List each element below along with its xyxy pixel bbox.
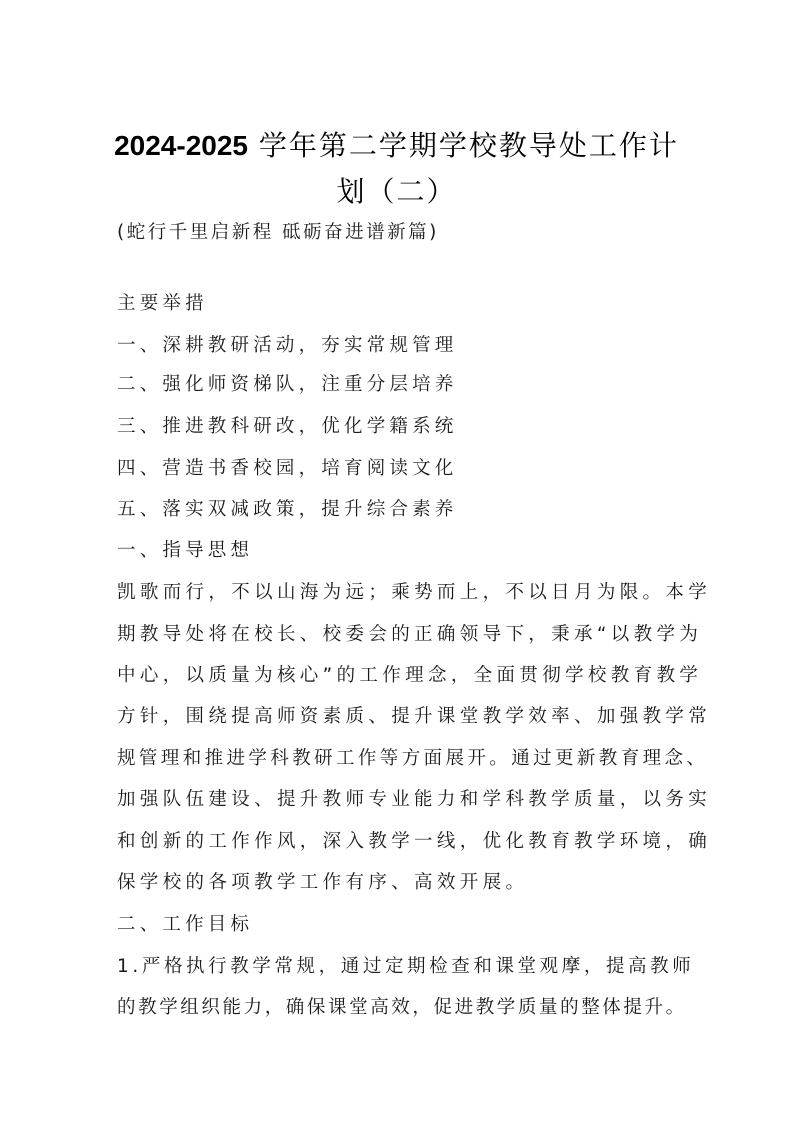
document-title-line-2: 划（二） [336,175,457,208]
measure-item: 二、强化师资梯队，注重分层培养 [117,374,458,395]
paragraph-line: 保学校的各项教学工作有序、高效开展。 [117,872,529,893]
paragraph-line: 方针，围绕提高师资素质、提升课堂教学效率、加强教学常 [117,706,712,727]
document-title-line-1 [100,126,693,166]
paragraph-line: 1.严格执行教学常规，通过定期检查和课堂观摩，提高教师 [117,956,695,977]
title-text: 学年第二学期学校教导处工作计 [248,129,679,162]
section-heading-work-goals: 二、工作目标 [117,914,254,935]
measure-item: 五、落实双减政策，提升综合素养 [117,499,458,520]
paragraph-line: 中心，以质量为核心”的工作理念，全面贯彻学校教育教学 [117,665,703,686]
paragraph-line: 规管理和推进学科教研工作等方面展开。通过更新教育理念、 [117,748,709,769]
paragraph-line: 和创新的工作作风，深入教学一线，优化教育教学环境，确 [117,831,712,852]
title-year-range: 2024-2025 [114,130,248,161]
paragraph-line: 期教导处将在校长、校委会的正确领导下，秉承“以教学为 [117,624,703,645]
measure-item: 四、营造书香校园，培育阅读文化 [117,458,458,479]
paragraph-line: 的教学组织能力，确保课堂高效，促进教学质量的整体提升。 [117,997,687,1018]
measure-item: 一、深耕教研活动，夯实常规管理 [117,335,458,356]
measures-heading: 主要举措 [117,293,208,314]
section-heading-guiding-ideology: 一、指导思想 [117,540,254,561]
measure-item: 三、推进教科研改，优化学籍系统 [117,416,458,437]
paragraph-line: 凯歌而行，不以山海为远；乘势而上，不以日月为限。本学 [117,582,712,603]
paragraph-line: 加强队伍建设、提升教师专业能力和学科教学质量，以务实 [117,789,712,810]
document-subtitle: (蛇行千里启新程 砥砺奋进谱新篇) [117,222,439,243]
